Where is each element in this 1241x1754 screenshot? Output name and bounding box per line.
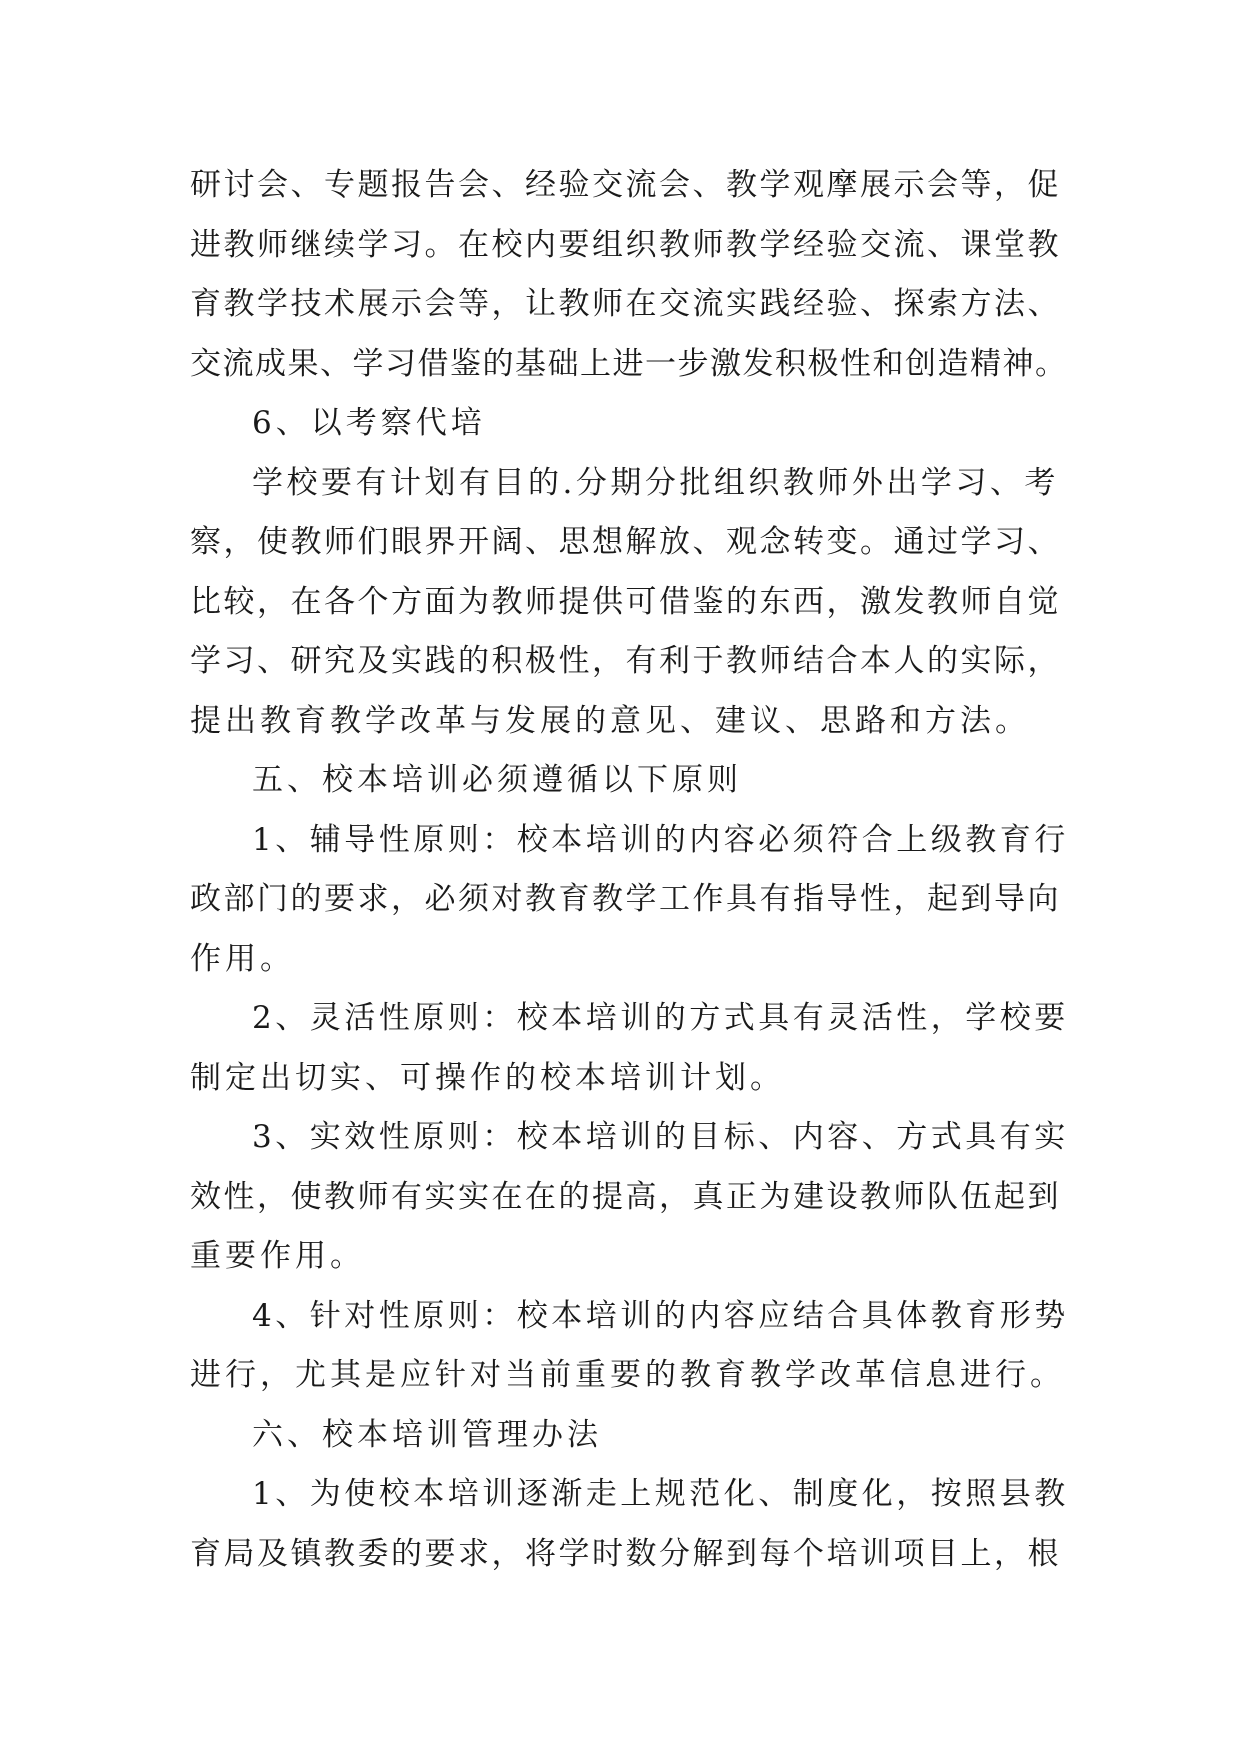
text-line: 比较，在各个方面为教师提供可借鉴的东西，激发教师自觉 <box>190 583 1061 620</box>
text-line: 进行，尤其是应针对当前重要的教育教学改革信息进行。 <box>190 1357 1065 1393</box>
text-line: 进教师继续学习。在校内要组织教师教学经验交流、课堂教 <box>190 226 1061 263</box>
text-line: 6、以考察代培 <box>252 405 486 441</box>
text-line: 1、为使校本培训逐渐走上规范化、制度化，按照县教 <box>252 1476 1069 1512</box>
text-line: 3、实效性原则：校本培训的目标、内容、方式具有实 <box>252 1119 1069 1155</box>
text-line: 1、辅导性原则：校本培训的内容必须符合上级教育行 <box>252 821 1069 858</box>
text-line: 提出教育教学改革与发展的意见、建议、思路和方法。 <box>190 702 1030 739</box>
text-line: 五、校本培训必须遵循以下原则 <box>252 762 742 798</box>
text-line: 重要作用。 <box>190 1238 365 1274</box>
text-line: 六、校本培训管理办法 <box>252 1416 602 1453</box>
text-line: 制定出切实、可操作的校本培训计划。 <box>190 1059 785 1096</box>
text-line: 2、灵活性原则：校本培训的方式具有灵活性，学校要 <box>252 1000 1069 1036</box>
text-line: 作用。 <box>190 940 295 977</box>
text-line: 效性，使教师有实实在在的提高，真正为建设教师队伍起到 <box>190 1178 1061 1215</box>
document-body <box>190 156 1070 1584</box>
text-line: 交流成果、学习借鉴的基础上进一步激发积极性和创造精神。 <box>190 345 1068 382</box>
text-line: 4、针对性原则：校本培训的内容应结合具体教育形势 <box>252 1297 1069 1334</box>
text-line: 研讨会、专题报告会、经验交流会、教学观摩展示会等，促 <box>190 167 1061 203</box>
text-line: 学校要有计划有目的.分期分批组织教师外出学习、考 <box>252 464 1059 501</box>
text-line: 育教学技术展示会等，让教师在交流实践经验、探索方法、 <box>190 286 1061 322</box>
text-line: 察，使教师们眼界开阔、思想解放、观念转变。通过学习、 <box>190 524 1061 560</box>
text-line: 政部门的要求，必须对教育教学工作具有指导性，起到导向 <box>190 881 1061 917</box>
text-line: 育局及镇教委的要求，将学时数分解到每个培训项目上，根 <box>190 1535 1061 1572</box>
text-line: 学习、研究及实践的积极性，有利于教师结合本人的实际， <box>190 643 1061 679</box>
